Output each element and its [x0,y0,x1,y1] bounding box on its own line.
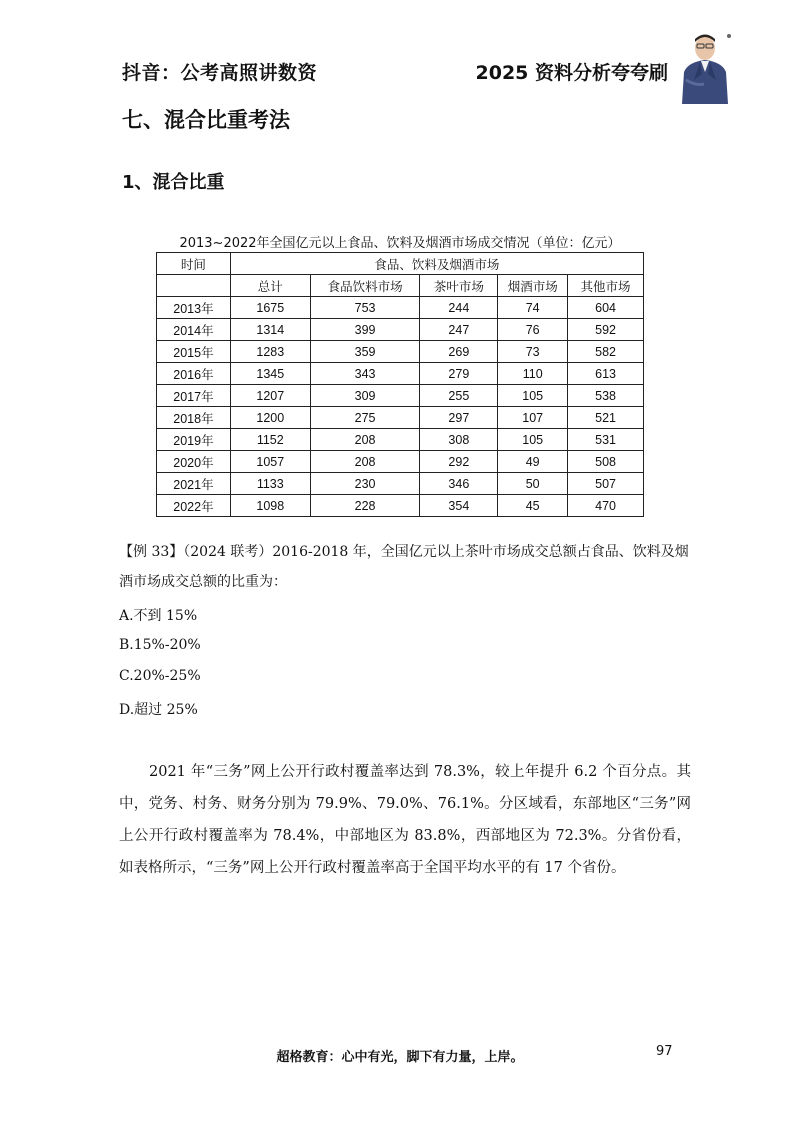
table-row [157,495,644,517]
cell-value: 292 [420,451,498,473]
cell-value: 244 [420,297,498,319]
option-a: A.不到 15% [119,608,198,624]
cell-value: 275 [310,407,420,429]
cell-value: 1283 [230,341,310,363]
cell-year: 2021年 [157,473,231,495]
option-d: D.超过 25% [119,702,198,718]
option-b: B.15%-20% [119,637,201,653]
header-blank [157,275,231,297]
table-row [157,473,644,495]
market-data-table [156,252,644,517]
cell-value: 105 [498,429,568,451]
cell-value: 279 [420,363,498,385]
cell-value: 50 [498,473,568,495]
cell-value: 45 [498,495,568,517]
cell-value: 1207 [230,385,310,407]
question-stem: 【例 33】（2024 联考）2016-2018 年，全国亿元以上茶叶市场成交总额占食品、饮料及烟酒市场成交总额的比重为： [119,544,689,590]
cell-value: 74 [498,297,568,319]
table-row [157,297,644,319]
cell-value: 354 [420,495,498,517]
material-paragraph: 2021 年“三务”网上公开行政村覆盖率达到 78.3%，较上年提升 6.2 个百分点。其中，党务、村务、财务分别为 79.9%、79.0%、76.1%。分区域看，东部地区“三务”网上公开行政村覆盖率为 78.4%，中部地区为 83.8%，西部地区为 72.3%。分省份看，如表格所示，“三务”网上公开行政村覆盖率高于全国平均水平的有 17 个省份。 [119,764,691,876]
cell-year: 2020年 [157,451,231,473]
cell-value: 1200 [230,407,310,429]
cell-value: 73 [498,341,568,363]
cell-value: 359 [310,341,420,363]
header-time: 时间 [157,253,231,275]
cell-value: 582 [568,341,644,363]
table-row [157,319,644,341]
cell-value: 1675 [230,297,310,319]
column-header: 烟酒市场 [498,275,568,297]
table-body [157,297,644,517]
table-row [157,385,644,407]
cell-value: 49 [498,451,568,473]
cell-value: 1314 [230,319,310,341]
column-header: 茶叶市场 [420,275,498,297]
column-header: 总计 [230,275,310,297]
cell-value: 107 [498,407,568,429]
cell-value: 255 [420,385,498,407]
cell-value: 308 [420,429,498,451]
cell-value: 208 [310,451,420,473]
sub-title: 1、混合比重 [122,172,225,193]
page-number: 97 [656,1044,673,1059]
column-header: 食品饮料市场 [310,275,420,297]
cell-value: 1345 [230,363,310,385]
table-row [157,341,644,363]
cell-value: 508 [568,451,644,473]
cell-year: 2018年 [157,407,231,429]
cell-value: 105 [498,385,568,407]
cell-value: 228 [310,495,420,517]
section-title: 七、混合比重考法 [122,108,290,132]
table-row [157,407,644,429]
table-row [157,451,644,473]
cell-value: 592 [568,319,644,341]
column-header: 其他市场 [568,275,644,297]
cell-value: 1133 [230,473,310,495]
cell-year: 2019年 [157,429,231,451]
header-group: 食品、饮料及烟酒市场 [230,253,643,275]
header-douyin-label: 抖音：公考高照讲数资 [122,62,318,84]
header-course-title: 2025 资料分析夸夸刷 [475,62,668,84]
cell-value: 208 [310,429,420,451]
cell-value: 507 [568,473,644,495]
cell-year: 2014年 [157,319,231,341]
cell-value: 269 [420,341,498,363]
table-caption: 2013~2022年全国亿元以上食品、饮料及烟酒市场成交情况（单位：亿元） [179,236,621,251]
cell-year: 2013年 [157,297,231,319]
cell-year: 2017年 [157,385,231,407]
cell-value: 470 [568,495,644,517]
cell-value: 1057 [230,451,310,473]
cell-value: 1098 [230,495,310,517]
presenter-avatar [676,28,734,104]
cell-value: 76 [498,319,568,341]
option-c: C.20%-25% [119,668,201,684]
cell-value: 247 [420,319,498,341]
cell-value: 1152 [230,429,310,451]
cell-value: 613 [568,363,644,385]
cell-value: 521 [568,407,644,429]
cell-value: 309 [310,385,420,407]
cell-value: 343 [310,363,420,385]
cell-value: 399 [310,319,420,341]
cell-value: 531 [568,429,644,451]
cell-value: 538 [568,385,644,407]
cell-year: 2022年 [157,495,231,517]
table-row [157,429,644,451]
cell-value: 604 [568,297,644,319]
cell-year: 2015年 [157,341,231,363]
table-row [157,363,644,385]
cell-value: 753 [310,297,420,319]
cell-value: 346 [420,473,498,495]
footer-motto: 超格教育：心中有光，脚下有力量，上岸。 [276,1050,524,1065]
cell-value: 110 [498,363,568,385]
cell-value: 230 [310,473,420,495]
cell-year: 2016年 [157,363,231,385]
cell-value: 297 [420,407,498,429]
